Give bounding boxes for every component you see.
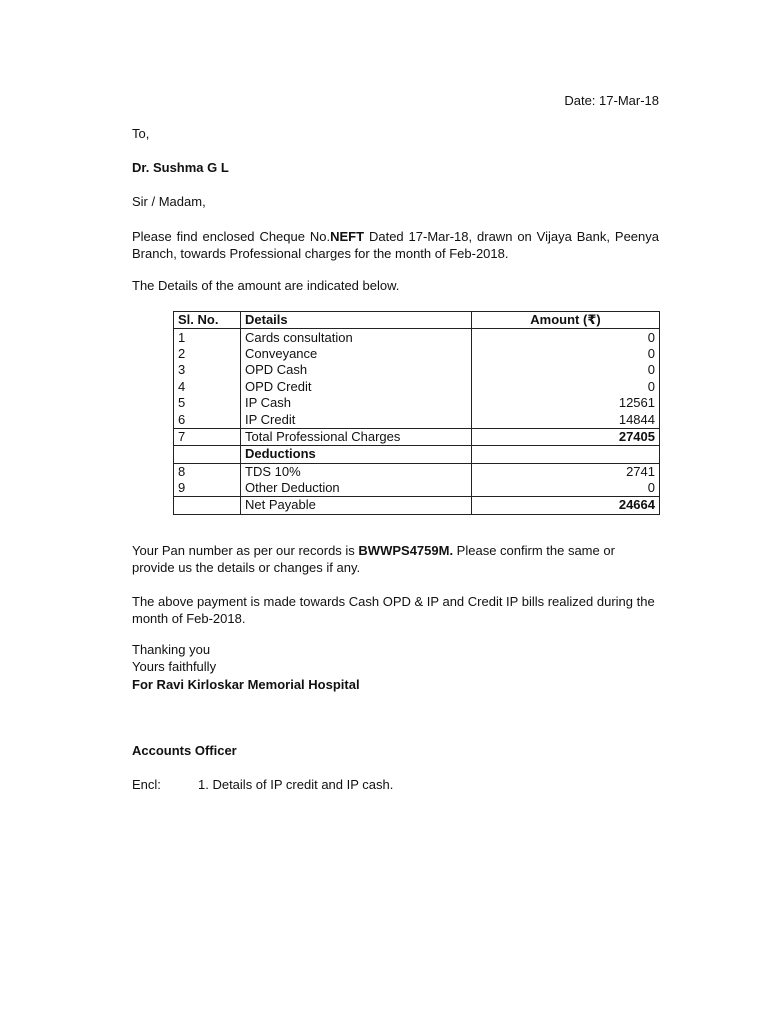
table-row [174, 480, 660, 497]
cell-details: Total Professional Charges [241, 428, 472, 445]
signatory-title: Accounts Officer [132, 743, 237, 758]
cell-sl: 2 [174, 346, 241, 362]
cell-sl [174, 497, 241, 514]
details-intro: The Details of the amount are indicated below. [132, 278, 400, 293]
cell-sl: 6 [174, 411, 241, 428]
enclosure-label: Encl: [132, 777, 161, 792]
cheque-text-pre: Please find enclosed Cheque No. [132, 229, 331, 244]
net-payable-row [174, 497, 660, 514]
cell-details: TDS 10% [241, 463, 472, 480]
table-row [174, 395, 660, 411]
pan-text-pre: Your Pan number as per our records is [132, 543, 359, 558]
cell-amount: 12561 [472, 395, 660, 411]
thanking-line: Thanking you [132, 642, 211, 657]
cell-sl: 3 [174, 362, 241, 378]
cell-amount: 0 [472, 480, 660, 497]
cell-details: IP Credit [241, 411, 472, 428]
cell-details: IP Cash [241, 395, 472, 411]
header-amount: Amount (₹) [472, 312, 660, 329]
deductions-header-row [174, 446, 660, 463]
deductions-label: Deductions [241, 446, 472, 463]
cell-amount: 14844 [472, 411, 660, 428]
pan-text-post: Please confirm the same or provide us the details or changes if any. [132, 543, 615, 575]
cell-sl-empty [174, 446, 241, 463]
payment-note: The above payment is made towards Cash OPD & IP and Credit IP bills realized during the month of Feb-2018. [132, 594, 655, 626]
table-row [174, 463, 660, 480]
pan-paragraph [132, 542, 659, 576]
cell-details: Net Payable [241, 497, 472, 514]
cell-amount-net: 24664 [472, 497, 660, 514]
to-line: To, [132, 126, 150, 141]
table-header-row [174, 312, 660, 329]
cheque-text-post: Dated 17-Mar-18, drawn on Vijaya Bank, Peenya Branch, towards Professional charges for the month of Feb-2018. [132, 229, 659, 261]
cell-sl: 9 [174, 480, 241, 497]
cheque-number: NEFT [330, 229, 365, 244]
cell-details: Other Deduction [241, 480, 472, 497]
cheque-paragraph [132, 228, 659, 262]
cell-sl: 4 [174, 379, 241, 395]
cell-details: OPD Credit [241, 379, 472, 395]
table-row [174, 379, 660, 395]
letter-date: Date: 17-Mar-18 [564, 93, 659, 108]
yours-faithfully: Yours faithfully [132, 659, 217, 674]
cell-sl: 8 [174, 463, 241, 480]
cell-amount: 0 [472, 379, 660, 395]
total-row [174, 428, 660, 445]
enclosure-text: 1. Details of IP credit and IP cash. [198, 777, 394, 792]
table-row [174, 346, 660, 362]
cell-details: Conveyance [241, 346, 472, 362]
salutation: Sir / Madam, [132, 194, 206, 209]
cell-amount: 0 [472, 346, 660, 362]
cell-amount-empty [472, 446, 660, 463]
pan-number: BWWPS4759M. [358, 543, 454, 558]
cell-details: OPD Cash [241, 362, 472, 378]
cell-amount: 0 [472, 362, 660, 378]
cell-sl: 7 [174, 428, 241, 445]
payout-table [173, 311, 660, 515]
cell-amount: 0 [472, 329, 660, 346]
cell-sl: 5 [174, 395, 241, 411]
header-details: Details [241, 312, 472, 329]
hospital-name: For Ravi Kirloskar Memorial Hospital [132, 677, 360, 692]
cell-sl: 1 [174, 329, 241, 346]
header-sl-no: Sl. No. [174, 312, 241, 329]
table-row [174, 329, 660, 346]
recipient-name: Dr. Sushma G L [132, 160, 229, 175]
cell-amount: 2741 [472, 463, 660, 480]
cell-amount-total: 27405 [472, 428, 660, 445]
table-row [174, 362, 660, 378]
cell-details: Cards consultation [241, 329, 472, 346]
table-row [174, 411, 660, 428]
